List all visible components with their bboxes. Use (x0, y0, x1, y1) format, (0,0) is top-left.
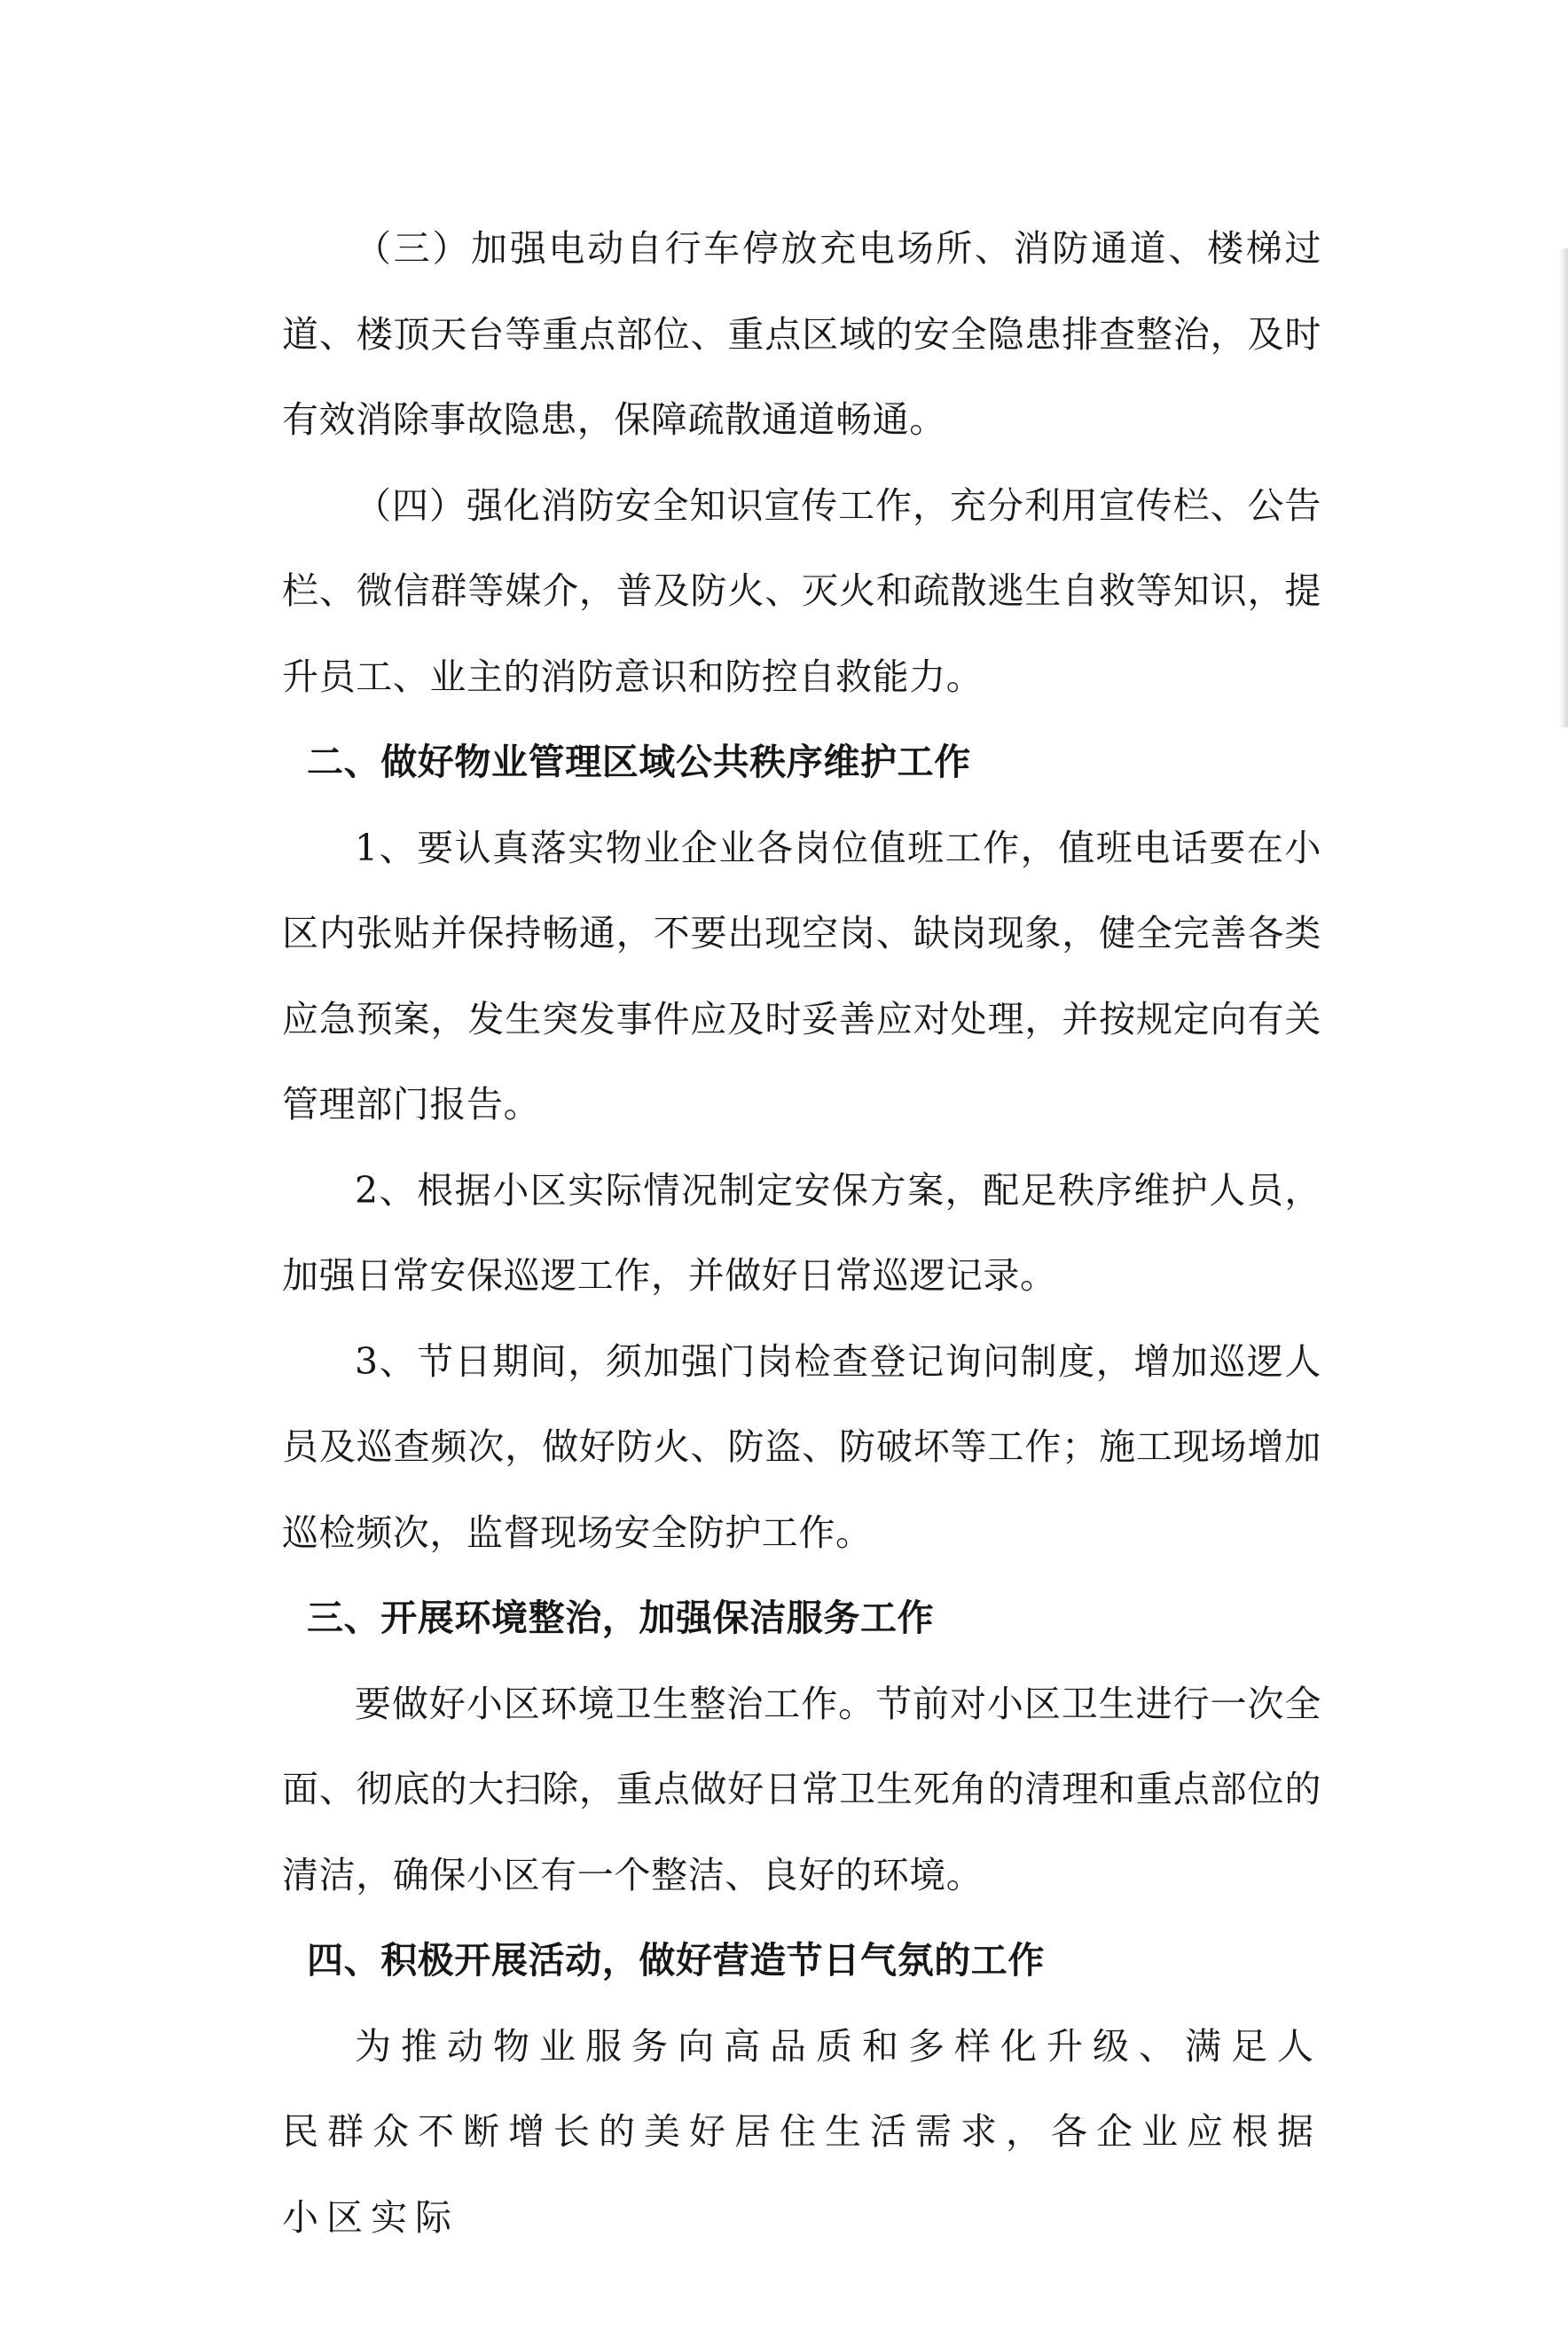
paragraph-service-upgrade: 为推动物业服务向高品质和多样化升级、满足人民群众不断增长的美好居住生活需求，各企业应根据小区实际 (282, 2024, 1321, 2239)
section-heading-environment: 三、开展环境整治，加强保洁服务工作 (307, 1597, 935, 1639)
paragraph-fire-safety-publicity: （四）强化消防安全知识宣传工作，充分利用宣传栏、公告栏、微信群等媒介，普及防火、灭火和疏散逃生自救等知识，提升员工、业主的消防意识和防控自救能力。 (282, 483, 1321, 698)
paragraph-duty-shifts: 1、要认真落实物业企业各岗位值班工作，值班电话要在小区内张贴并保持畅通，不要出现空岗、缺岗现象，健全完善各类应急预案，发生突发事件应及时妥善应对处理，并按规定向有关管理部门报告。 (282, 826, 1321, 1126)
scan-edge-shadow (1559, 248, 1568, 727)
paragraph-security-plan: 2、根据小区实际情况制定安保方案，配足秩序维护人员，加强日常安保巡逻工作，并做好日常巡逻记录。 (282, 1168, 1321, 1297)
document-body (282, 206, 1321, 2260)
section-heading-public-order: 二、做好物业管理区域公共秩序维护工作 (307, 741, 971, 783)
paragraph-holiday-inspection: 3、节日期间，须加强门岗检查登记询问制度，增加巡逻人员及巡查频次，做好防火、防盗、防破坏等工作；施工现场增加巡检频次，监督现场安全防护工作。 (282, 1339, 1321, 1554)
section-heading-activities: 四、积极开展活动，做好营造节日气氛的工作 (307, 1939, 1045, 1982)
paragraph-fire-passage-inspection: （三）加强电动自行车停放充电场所、消防通道、楼梯过道、楼顶天台等重点部位、重点区域的安全隐患排查整治，及时有效消除事故隐患，保障疏散通道畅通。 (282, 227, 1321, 441)
paragraph-cleaning: 要做好小区环境卫生整治工作。节前对小区卫生进行一次全面、彻底的大扫除，重点做好日常卫生死角的清理和重点部位的清洁，确保小区有一个整洁、良好的环境。 (282, 1682, 1321, 1896)
